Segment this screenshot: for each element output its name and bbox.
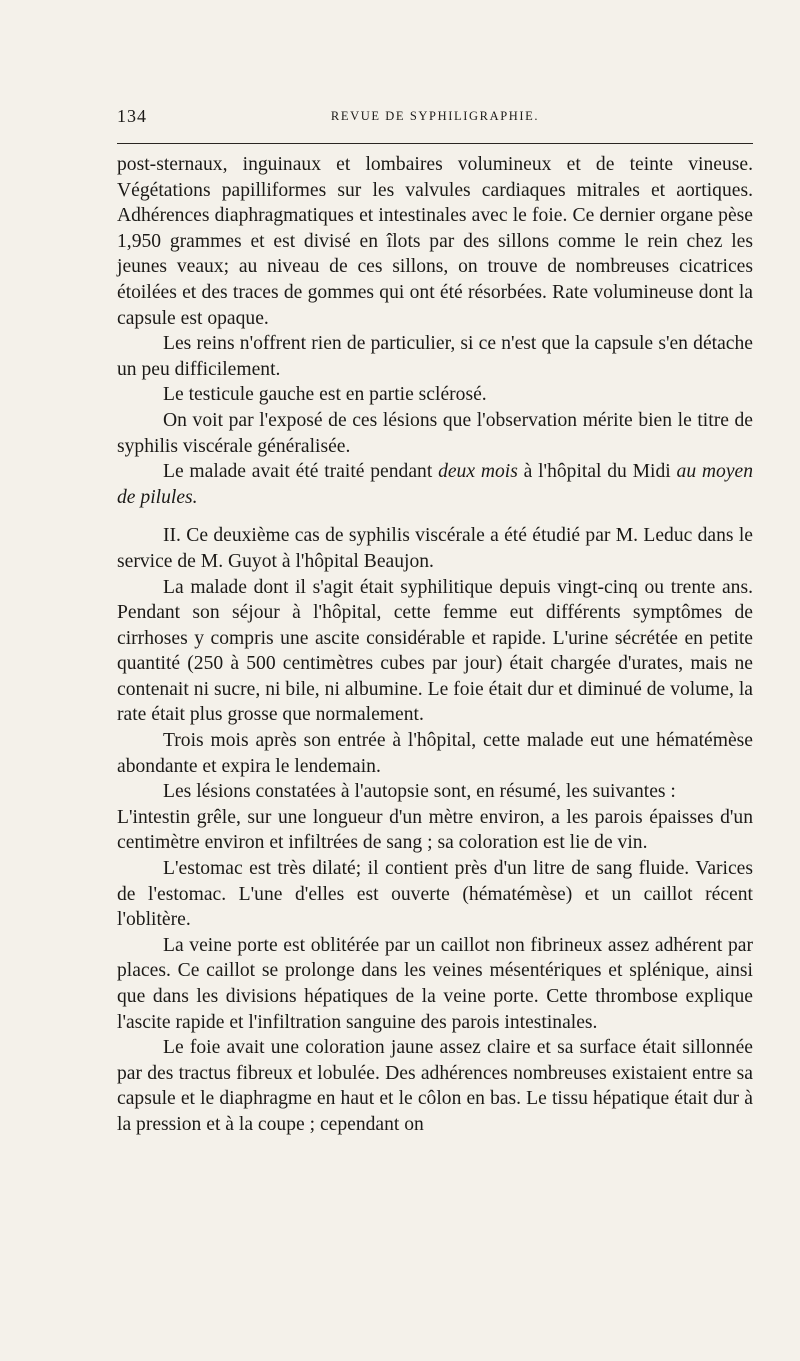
page-number: 134 — [117, 106, 147, 126]
paragraph-intestine: L'intestin grêle, sur une longueur d'un mètre environ, a les parois épaisses d'un centimètre environ et infiltrées de sang ; sa coloration est lie de vin. — [117, 806, 753, 854]
paragraph-autopsy-continuation: post-sternaux, inguinaux et lombaires volumineux et de teinte vineuse. Végétations papilliformes sur les valvules cardiaques mitrales et aortiques. Adhérences diaphragmatiques et intestinales avec le foie. Ce dernier organe pèse 1,950 grammes et est divisé en îlots par des sillons comme le rein chez les jeunes veaux; au niveau de ces sillons, on trouve de nombreuses cicatrices étoilées et des traces de gommes qui ont été résorbées. Rate volumineuse dont la capsule est opaque. — [117, 154, 753, 329]
paragraph-stomach: L'estomac est très dilaté; il contient près d'un litre de sang fluide. Varices de l'estomac. L'une d'elles est ouverte (hématémèse) et un caillot récent l'oblitère. — [117, 858, 753, 931]
paragraph-kidneys: Les reins n'offrent rien de particulier, si ce n'est que la capsule s'en détache un peu difficilement. — [117, 333, 753, 380]
treatment-duration: deux mois — [438, 461, 518, 483]
treatment-place: à l'hôpital du Midi — [523, 461, 671, 483]
body-text — [117, 152, 753, 1138]
header-rule — [117, 143, 753, 144]
running-title: REVUE DE SYPHILIGRAPHIE. — [330, 109, 540, 123]
paragraph-hematemesis: Trois mois après son entrée à l'hôpital, cette malade eut une hématémèse abondante et expira le lendemain. — [117, 730, 753, 777]
paragraph-testicle: Le testicule gauche est en partie sclérosé. — [163, 384, 487, 406]
treatment-method: au moyen de pilules. — [117, 461, 754, 508]
paragraph-generalized-syphilis: On voit par l'exposé de ces lésions que l'observation mérite bien le titre de syphilis viscérale généralisée. — [117, 409, 753, 457]
paragraph-portal-vein: La veine porte est oblitérée par un caillot non fibrineux assez adhérent par places. Ce caillot se prolonge dans les veines mésentériques et splénique, ainsi que dans les divisions hépatiques de la veine porte. Cette thrombose explique l'ascite rapide et l'infiltration sanguine des parois intestinales. — [117, 934, 753, 1033]
paragraph-lesions-intro: Les lésions constatées à l'autopsie sont, en résumé, les suivantes : — [163, 781, 676, 803]
paragraph-treatment — [117, 459, 753, 510]
page-header — [117, 106, 753, 130]
paragraph-patient-history: La malade dont il s'agit était syphilitique depuis vingt-cinq ou trente ans. Pendant son séjour à l'hôpital, cette femme eut différents symptômes de cirrhoses y compris une ascite considérable et rapide. L'urine sécrétée en petite quantité (250 à 500 centimètres cubes par jour) était chargée d'urates, mais ne contenait ni sucre, ni bile, ni albumine. Le foie était dur et diminué de volume, la rate était plus grosse que normalement. — [117, 576, 753, 726]
paragraph-liver: Le foie avait une coloration jaune assez claire et sa surface était sillonnée par des tractus fibreux et lobulée. Des adhérences nombreuses existaient entre sa capsule et le diaphragme en haut et le côlon en bas. Le tissu hépatique était dur à la pression et à la coupe ; cependant on — [117, 1037, 753, 1135]
treatment-lead: Le malade avait été traité pendant — [163, 461, 433, 483]
paragraph-second-case: II. Ce deuxième cas de syphilis viscérale a été étudié par M. Leduc dans le service de M. Guyot à l'hôpital Beaujon. — [117, 525, 753, 572]
